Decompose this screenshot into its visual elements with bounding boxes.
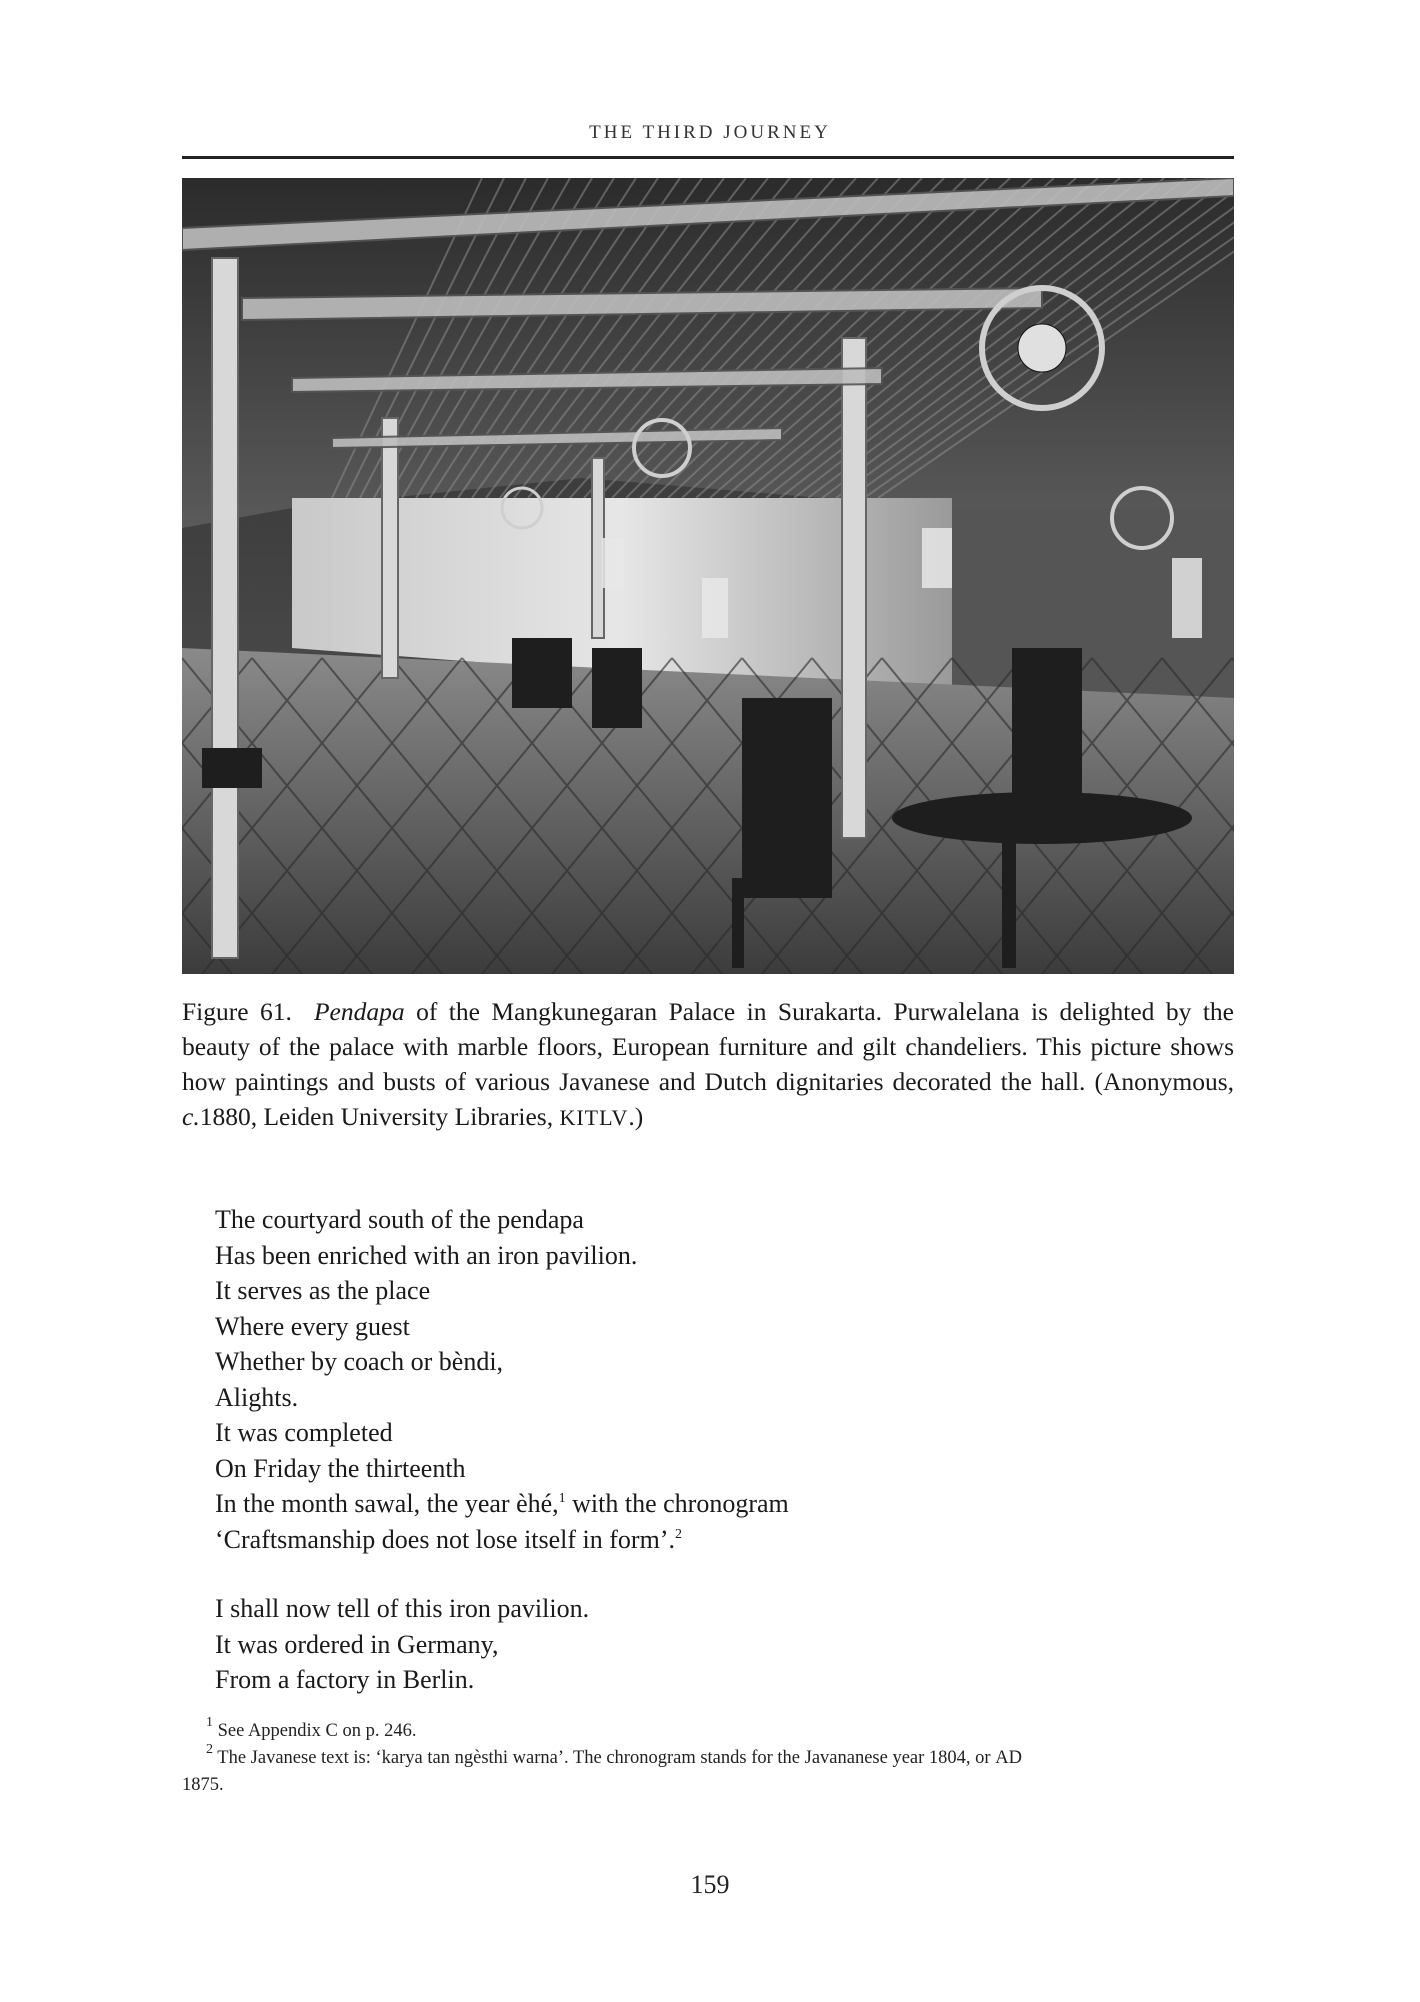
- footnote-1: [182, 1715, 1234, 1745]
- figure-caption: [182, 994, 1234, 1135]
- running-head: THE THIRD JOURNEY: [589, 122, 831, 143]
- poem-line: It was ordered in Germany,: [215, 1629, 499, 1659]
- poem-line: From a factory in Berlin.: [215, 1665, 475, 1694]
- poem-line-text: In the month sawal, the year èhé,: [215, 1489, 559, 1518]
- figure-photograph: [182, 178, 1234, 974]
- poem: [215, 1202, 1215, 1698]
- footnote-1-text: See Appendix C on p. 246.: [213, 1721, 417, 1741]
- footnote-ref-1[interactable]: 1: [558, 1491, 566, 1506]
- poem-line: On Friday the thirteenth: [215, 1453, 466, 1483]
- footnote-2-text: The Javanese text is: ‘karya tan ngèsthi warna’. The chronogram stands for the Javananese year 1804, or: [213, 1748, 991, 1768]
- footnote-2-continuation: 1875.: [182, 1775, 224, 1795]
- caption-circa: c.: [182, 1102, 200, 1131]
- palace-hall-photo: [182, 178, 1234, 974]
- poem-line: Whether by coach or bèndi,: [215, 1347, 504, 1376]
- poem-line: I shall now tell of this iron pavilion.: [215, 1594, 590, 1623]
- footnote-2-era: AD: [995, 1748, 1022, 1768]
- poem-line: Where every guest: [215, 1311, 410, 1341]
- poem-line: Has been enriched with an iron pavilion.: [215, 1240, 638, 1270]
- poem-line: It was completed: [215, 1418, 393, 1447]
- header-rule: [182, 156, 1234, 159]
- poem-line: It serves as the place: [215, 1276, 431, 1305]
- figure-title: Pendapa: [313, 997, 405, 1026]
- footnote-2-number: 2: [206, 1742, 213, 1757]
- caption-closing: .): [628, 1102, 644, 1131]
- poem-line: [215, 1522, 1215, 1558]
- page-number: 159: [690, 1870, 730, 1899]
- footnotes: [182, 1715, 1234, 1799]
- poem-line-text: with the chronogram: [565, 1489, 789, 1518]
- poem-line: Alights.: [215, 1382, 299, 1412]
- footnote-ref-2[interactable]: 2: [674, 1526, 682, 1542]
- caption-collection: KITLV: [559, 1105, 629, 1130]
- stanza-break: [215, 1557, 1215, 1591]
- poem-line: The courtyard south of the pendapa: [215, 1205, 584, 1234]
- footnote-2: [182, 1742, 1234, 1772]
- poem-line: [215, 1486, 1215, 1522]
- poem-line-text: ‘Craftsmanship does not lose itself in form’.: [215, 1524, 675, 1554]
- footnote-1-number: 1: [206, 1715, 213, 1730]
- figure-label: Figure 61.: [182, 997, 292, 1026]
- caption-text: of the Mangkunegaran Palace in Surakarta. Purwalelana is delighted by the beauty of the palace with marble floors, European furniture and gilt chandeliers. This picture shows how paintings and busts of various Javanese and Dutch dignitaries decorated the hall. (Anonymous,: [182, 997, 1235, 1096]
- caption-year: 1880, Leiden University Libraries,: [199, 1102, 554, 1131]
